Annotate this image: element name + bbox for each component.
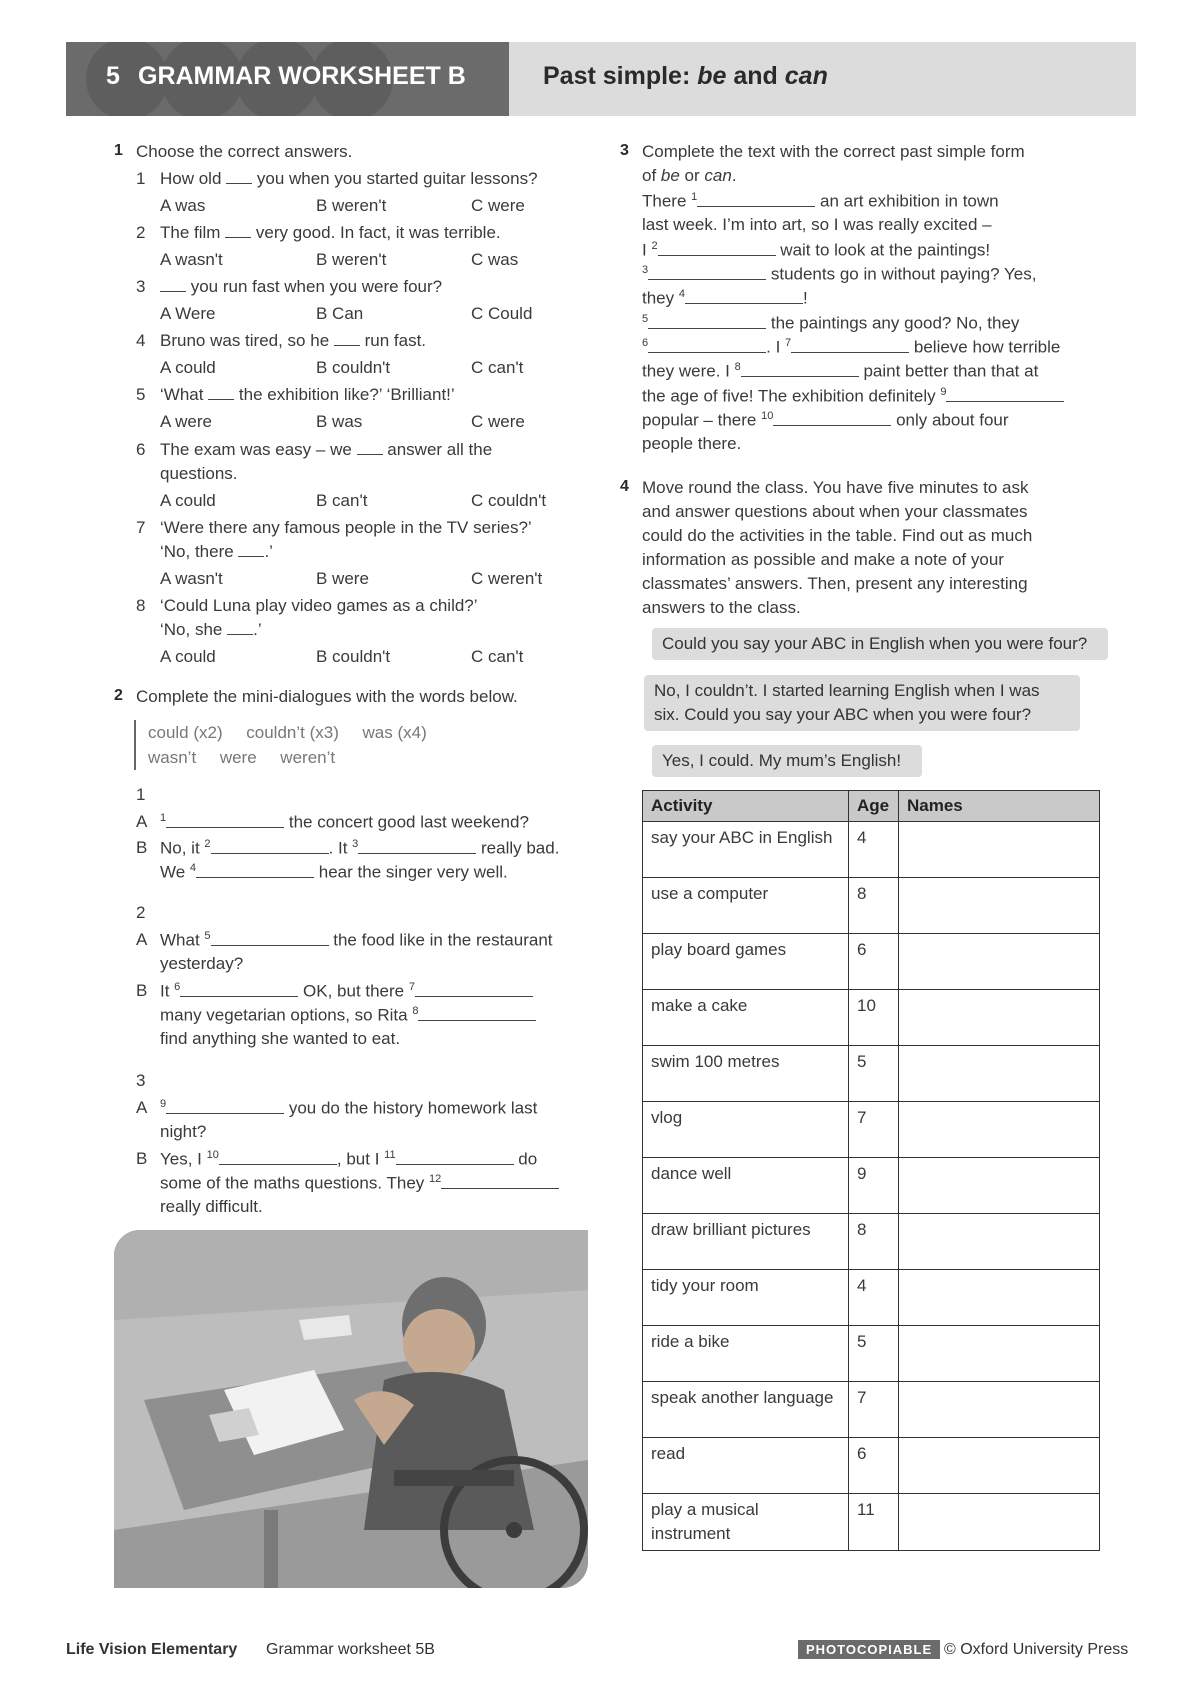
age-cell: 7	[849, 1102, 899, 1158]
dialogue-line	[160, 981, 533, 1002]
question-text-part: very good. In fact, it was terrible.	[251, 223, 501, 242]
text-line	[642, 191, 999, 212]
answer-blank[interactable]	[697, 206, 815, 207]
instruction-text: of	[642, 166, 661, 185]
dialogue-text: do	[513, 1149, 538, 1169]
dialogue-text: the food like in the restaurant	[328, 930, 553, 950]
names-cell[interactable]	[899, 1214, 1100, 1270]
gap-number: 2	[651, 240, 658, 252]
question-number: 8	[136, 596, 146, 615]
text-part: students go in without paying? Yes,	[766, 264, 1037, 284]
answer-blank[interactable]	[358, 853, 476, 854]
answer-blank[interactable]	[418, 1020, 536, 1021]
question-text-part: ‘What	[160, 385, 209, 404]
answer-blank[interactable]	[166, 1113, 284, 1114]
activity-cell: tidy your room	[643, 1270, 849, 1326]
age-cell: 4	[849, 1270, 899, 1326]
dialogue-line: yesterday?	[160, 954, 244, 973]
names-cell[interactable]	[899, 1438, 1100, 1494]
option-a[interactable]: A wasn't	[160, 569, 223, 588]
question-text-part: ‘No, she	[160, 620, 228, 639]
question-text	[160, 223, 501, 243]
exercise-instruction: Choose the correct answers.	[136, 142, 353, 161]
option-a[interactable]: A could	[160, 358, 216, 377]
table-row	[643, 822, 1100, 878]
dialogue-text: We	[160, 862, 190, 882]
option-a[interactable]: A could	[160, 647, 216, 666]
table-row	[643, 1438, 1100, 1494]
bubble-line: six. Could you say your ABC when you were four?	[654, 705, 1032, 724]
gap-number: 10	[206, 1149, 219, 1161]
answer-blank[interactable]	[226, 183, 252, 184]
names-cell[interactable]	[899, 1046, 1100, 1102]
speaker-label: A	[136, 1098, 148, 1117]
answer-blank[interactable]	[196, 877, 314, 878]
question-text-part: The film	[160, 223, 226, 242]
dialogue-number: 1	[136, 785, 146, 804]
dialogue-text: the concert good last weekend?	[284, 812, 529, 832]
names-cell[interactable]	[899, 1158, 1100, 1214]
speaker-label: B	[136, 1149, 148, 1168]
age-cell: 8	[849, 1214, 899, 1270]
word-option: was (x4)	[362, 723, 427, 742]
speaker-label: B	[136, 838, 148, 857]
answer-blank[interactable]	[227, 634, 253, 635]
speech-bubble-question: Could you say your ABC in English when you were four?	[652, 628, 1108, 660]
dialogue-line	[160, 838, 559, 859]
instruction-line: answers to the class.	[642, 598, 801, 617]
activity-cell: make a cake	[643, 990, 849, 1046]
question-text-part: Bruno was tired, so he	[160, 331, 334, 350]
photo-illustration	[114, 1230, 588, 1588]
dialogue-text: , but I	[336, 1149, 385, 1169]
instruction-line: and answer questions about when your classmates	[642, 502, 1028, 521]
option-b[interactable]: B weren't	[316, 250, 387, 269]
dialogue-line	[160, 1173, 559, 1194]
exercise-number: 2	[114, 687, 123, 704]
option-c[interactable]: C was	[471, 250, 519, 269]
header-names: Names	[899, 791, 1100, 822]
text-line: last week. I’m into art, so I was really excited –	[642, 215, 992, 234]
gap-number: 3	[352, 838, 359, 850]
option-c[interactable]: C Could	[471, 304, 533, 323]
dialogue-text: some of the maths questions. They	[160, 1173, 429, 1193]
question-text	[160, 277, 442, 297]
text-line	[642, 386, 1064, 407]
question-text: ‘Could Luna play video games as a child?’	[160, 596, 478, 615]
footer-worksheet-name: Grammar worksheet 5B	[266, 1641, 435, 1658]
table-row	[643, 1158, 1100, 1214]
instruction-can: can	[704, 166, 732, 185]
activity-table	[642, 790, 1100, 1551]
gap-number: 6	[642, 337, 649, 349]
answer-blank[interactable]	[357, 454, 383, 455]
answer-blank[interactable]	[180, 996, 298, 997]
text-line	[642, 361, 1038, 382]
question-number: 3	[136, 277, 146, 296]
text-part: !	[802, 288, 808, 308]
header-age: Age	[849, 791, 899, 822]
text-part: the age of five! The exhibition definitely	[642, 386, 941, 406]
dialogue-text: you do the history homework last	[284, 1098, 538, 1118]
names-cell[interactable]	[899, 1326, 1100, 1382]
instruction-text: or	[679, 166, 705, 185]
gap-number: 11	[384, 1149, 396, 1161]
table-row	[643, 878, 1100, 934]
answer-blank[interactable]	[211, 853, 329, 854]
gap-number: 3	[642, 264, 649, 276]
instruction-line: classmates’ answers. Then, present any interesting	[642, 574, 1028, 593]
question-text	[160, 440, 492, 460]
photocopiable-badge: PHOTOCOPIABLE	[798, 1640, 940, 1659]
banner-right	[509, 42, 1136, 116]
answer-blank[interactable]	[219, 1164, 337, 1165]
option-b[interactable]: B couldn't	[316, 358, 391, 377]
option-a[interactable]: A could	[160, 491, 216, 510]
question-text-part: The exam was easy – we	[160, 440, 357, 459]
answer-blank[interactable]	[166, 827, 284, 828]
option-c[interactable]: C couldn't	[471, 491, 547, 510]
dialogue-line: really difficult.	[160, 1197, 263, 1216]
question-text-cont: questions.	[160, 464, 238, 483]
text-line	[642, 313, 1019, 334]
answer-blank[interactable]	[741, 376, 859, 377]
dialogue-text: It	[160, 981, 175, 1001]
exercise-instruction: Complete the mini-dialogues with the words below.	[136, 687, 518, 706]
speaker-label: A	[136, 930, 148, 949]
question-number: 4	[136, 331, 146, 350]
question-text-cont	[160, 620, 262, 640]
option-a[interactable]: A were	[160, 412, 212, 431]
text-part: There	[642, 191, 692, 211]
age-cell: 5	[849, 1046, 899, 1102]
header-activity: Activity	[643, 791, 849, 822]
activity-cell: speak another language	[643, 1382, 849, 1438]
gap-number: 10	[761, 410, 774, 422]
table-row	[643, 934, 1100, 990]
dialogue-text: What	[160, 930, 205, 950]
age-cell: 10	[849, 990, 899, 1046]
dialogue-line: night?	[160, 1122, 207, 1141]
question-text-cont	[160, 542, 273, 562]
question-text	[160, 331, 426, 351]
activity-cell: dance well	[643, 1158, 849, 1214]
dialogue-line	[160, 1005, 536, 1026]
banner-left	[66, 42, 509, 116]
table-row	[643, 1214, 1100, 1270]
subtitle-be: be	[697, 62, 727, 90]
word-option: couldn’t (x3)	[246, 723, 339, 742]
activity-cell: use a computer	[643, 878, 849, 934]
bubble-line: No, I couldn’t. I started learning English when I was	[654, 681, 1040, 700]
text-line	[642, 264, 1036, 285]
word-box-line	[148, 745, 427, 770]
exercise-instruction-cont	[642, 166, 737, 186]
speech-bubble-reply: Yes, I could. My mum’s English!	[652, 745, 922, 777]
answer-blank[interactable]	[648, 328, 766, 329]
option-c[interactable]: C can't	[471, 358, 524, 377]
dialogue-line: find anything she wanted to eat.	[160, 1029, 401, 1048]
word-box	[134, 720, 427, 770]
age-cell: 8	[849, 878, 899, 934]
answer-blank[interactable]	[334, 345, 360, 346]
gap-number: 6	[174, 981, 181, 993]
age-cell: 4	[849, 822, 899, 878]
text-part: I	[642, 240, 652, 260]
option-b[interactable]: B can't	[316, 491, 368, 510]
table-row	[643, 1494, 1100, 1551]
speaker-label: B	[136, 981, 148, 1000]
answer-blank[interactable]	[648, 279, 766, 280]
worksheet-subtitle	[543, 62, 828, 91]
answer-blank[interactable]	[415, 996, 533, 997]
instruction-line: could do the activities in the table. Find out as much	[642, 526, 1033, 545]
dialogue-text: really bad.	[476, 838, 560, 858]
option-c[interactable]: C were	[471, 196, 525, 215]
gap-number: 9	[160, 1098, 167, 1110]
question-text-part: ‘No, there	[160, 542, 239, 561]
instruction-line: information as possible and make a note of your	[642, 550, 1004, 569]
question-number: 7	[136, 518, 146, 537]
gap-number: 1	[691, 191, 698, 203]
question-text-part: the exhibition like?’ ‘Brilliant!’	[234, 385, 455, 404]
dialogue-text: Yes, I	[160, 1149, 207, 1169]
text-line	[642, 410, 1009, 431]
gap-number: 8	[412, 1005, 419, 1017]
table-row	[643, 990, 1100, 1046]
question-text-part: .’	[264, 542, 273, 561]
gap-number: 12	[429, 1173, 442, 1185]
header-banner	[66, 42, 1136, 116]
subtitle-prefix: Past simple:	[543, 62, 698, 90]
subtitle-and: and	[726, 62, 785, 90]
speech-bubble-answer	[644, 675, 1080, 731]
names-cell[interactable]	[899, 822, 1100, 878]
activity-cell: draw brilliant pictures	[643, 1214, 849, 1270]
question-number: 2	[136, 223, 146, 242]
answer-blank[interactable]	[658, 255, 776, 256]
gap-number: 9	[940, 386, 947, 398]
subtitle-can: can	[784, 62, 828, 90]
answer-blank[interactable]	[238, 556, 264, 557]
exercise-number: 1	[114, 142, 123, 159]
names-cell[interactable]	[899, 1102, 1100, 1158]
age-cell: 6	[849, 1438, 899, 1494]
dialogue-text: No, it	[160, 838, 205, 858]
option-c[interactable]: C weren't	[471, 569, 543, 588]
dialogue-number: 3	[136, 1071, 146, 1090]
gap-number: 5	[204, 930, 211, 942]
option-b[interactable]: B was	[316, 412, 363, 431]
answer-blank[interactable]	[648, 352, 766, 353]
text-part: believe how terrible	[909, 337, 1061, 357]
age-cell: 7	[849, 1382, 899, 1438]
option-b[interactable]: B couldn't	[316, 647, 391, 666]
word-option: were	[219, 748, 257, 767]
table-row	[643, 1270, 1100, 1326]
footer-book-title: Life Vision Elementary	[66, 1641, 238, 1658]
option-a[interactable]: A was	[160, 196, 206, 215]
answer-blank[interactable]	[208, 399, 234, 400]
dialogue-text: . It	[328, 838, 353, 858]
question-text-part: you run fast when you were four?	[186, 277, 443, 296]
gap-number: 2	[204, 838, 211, 850]
option-b[interactable]: B were	[316, 569, 369, 588]
speaker-label: A	[136, 812, 148, 831]
option-c[interactable]: C were	[471, 412, 525, 431]
answer-blank[interactable]	[211, 945, 329, 946]
question-number: 6	[136, 440, 146, 459]
activity-cell: read	[643, 1438, 849, 1494]
answer-blank[interactable]	[396, 1164, 514, 1165]
text-line	[642, 240, 990, 261]
text-part: an art exhibition in town	[815, 191, 999, 211]
dialogue-text: many vegetarian options, so Rita	[160, 1005, 413, 1025]
dialogue-number: 2	[136, 903, 146, 922]
question-text	[160, 385, 455, 405]
gap-number: 5	[642, 313, 649, 325]
answer-blank[interactable]	[685, 303, 803, 304]
answer-blank[interactable]	[225, 237, 251, 238]
names-cell[interactable]	[899, 1494, 1100, 1551]
text-line: people there.	[642, 434, 742, 453]
option-a[interactable]: A Were	[160, 304, 216, 323]
option-b[interactable]: B Can	[316, 304, 364, 323]
text-part: . I	[766, 337, 786, 357]
question-text-part: you when you started guitar lessons?	[252, 169, 538, 188]
table-row	[643, 1382, 1100, 1438]
gap-number: 4	[189, 862, 197, 874]
dialogue-line	[160, 930, 553, 951]
age-cell: 9	[849, 1158, 899, 1214]
dialogue-line	[160, 862, 508, 883]
age-cell: 5	[849, 1326, 899, 1382]
gap-number: 1	[160, 812, 167, 824]
instruction-text: .	[731, 166, 737, 185]
question-text-part: run fast.	[359, 331, 427, 350]
instruction-be: be	[660, 166, 680, 185]
text-part: only about four	[891, 410, 1009, 430]
gap-number: 7	[785, 337, 792, 349]
answer-blank[interactable]	[773, 425, 891, 426]
dialogue-text: hear the singer very well.	[314, 862, 508, 882]
question-number: 1	[136, 169, 146, 188]
option-c[interactable]: C can't	[471, 647, 524, 666]
text-part: the paintings any good? No, they	[766, 313, 1020, 333]
table-row	[643, 1046, 1100, 1102]
text-part: wait to look at the paintings!	[775, 240, 991, 260]
question-number: 5	[136, 385, 146, 404]
answer-blank[interactable]	[946, 401, 1064, 402]
text-line	[642, 337, 1060, 358]
gap-number: 7	[408, 981, 415, 993]
word-option: wasn’t	[148, 748, 197, 767]
names-cell[interactable]	[899, 934, 1100, 990]
exercise-instruction: Complete the text with the correct past simple form	[642, 142, 1025, 161]
answer-blank[interactable]	[160, 291, 186, 292]
activity-cell: say your ABC in English	[643, 822, 849, 878]
activity-cell: play board games	[643, 934, 849, 990]
exercise-number: 3	[620, 142, 629, 159]
activity-cell: play a musical instrument	[643, 1494, 849, 1551]
activity-cell: swim 100 metres	[643, 1046, 849, 1102]
names-cell[interactable]	[899, 1382, 1100, 1438]
names-cell[interactable]	[899, 990, 1100, 1046]
names-cell[interactable]	[899, 1270, 1100, 1326]
table-row	[643, 1102, 1100, 1158]
question-text-part: answer all the	[382, 440, 493, 459]
age-cell: 6	[849, 934, 899, 990]
gap-number: 8	[734, 361, 741, 373]
table-header-row	[643, 791, 1100, 822]
exercise-number: 4	[620, 478, 629, 495]
text-part: they were. I	[642, 361, 735, 381]
option-b[interactable]: B weren't	[316, 196, 387, 215]
footer-copyright: © Oxford University Press	[944, 1641, 1129, 1658]
dialogue-line	[160, 812, 529, 833]
word-box-line	[148, 720, 427, 745]
activity-cell: vlog	[643, 1102, 849, 1158]
question-text-part: How old	[160, 169, 227, 188]
question-text	[160, 169, 538, 189]
question-text-part: .’	[253, 620, 262, 639]
dialogue-line	[160, 1098, 537, 1119]
text-part: they	[642, 288, 679, 308]
student-photo	[114, 1230, 588, 1588]
dialogue-line	[160, 1149, 537, 1170]
gap-number: 4	[678, 288, 685, 300]
question-text: ‘Were there any famous people in the TV series?’	[160, 518, 532, 537]
answer-blank[interactable]	[791, 352, 909, 353]
worksheet-title: GRAMMAR WORKSHEET B	[138, 62, 466, 90]
names-cell[interactable]	[899, 878, 1100, 934]
unit-number: 5	[106, 62, 120, 90]
word-option: weren’t	[280, 748, 336, 767]
activity-cell: ride a bike	[643, 1326, 849, 1382]
instruction-line: Move round the class. You have five minutes to ask	[642, 478, 1029, 497]
dialogue-text: OK, but there	[298, 981, 409, 1001]
text-line	[642, 288, 808, 309]
option-a[interactable]: A wasn't	[160, 250, 223, 269]
word-option: could (x2)	[148, 723, 223, 742]
text-part: popular – there	[642, 410, 762, 430]
answer-blank[interactable]	[441, 1188, 559, 1189]
age-cell: 11	[849, 1494, 899, 1551]
table-row	[643, 1326, 1100, 1382]
text-part: paint better than that at	[858, 361, 1039, 381]
